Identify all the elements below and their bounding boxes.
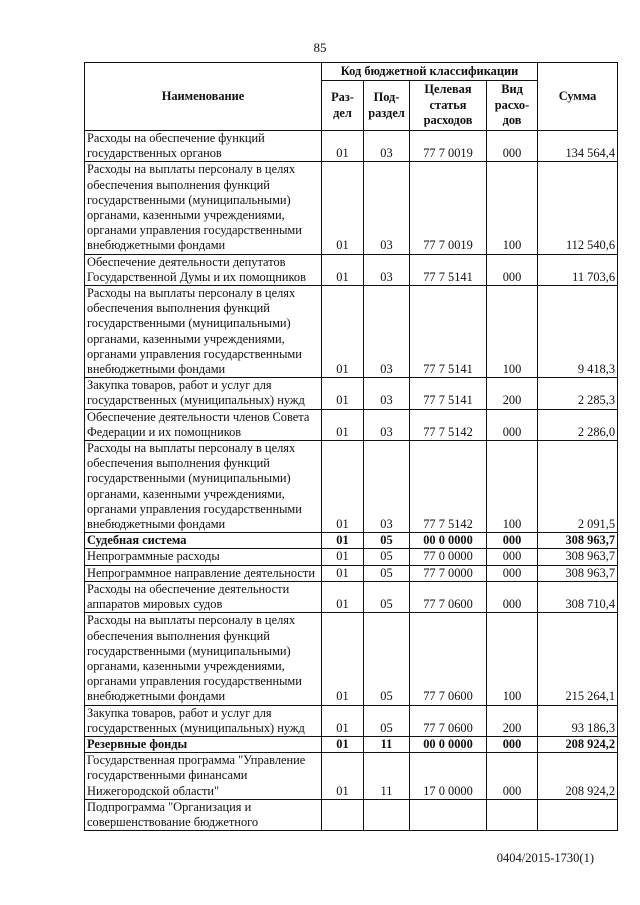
row-podrazdel: 03 [364, 409, 410, 440]
row-vid [487, 799, 538, 830]
row-razdel: 01 [322, 613, 364, 705]
header-vid: Вид расхо-дов [487, 81, 538, 131]
row-target: 77 7 5141 [410, 254, 487, 285]
row-sum: 2 286,0 [538, 409, 618, 440]
row-razdel: 01 [322, 705, 364, 736]
row-target: 77 7 5142 [410, 441, 487, 533]
row-sum: 112 540,6 [538, 162, 618, 254]
header-podrazdel: Под-раздел [364, 81, 410, 131]
row-name: Расходы на обеспечение функций государственных органов [85, 131, 322, 162]
table-row [85, 286, 618, 378]
row-sum: 208 924,2 [538, 753, 618, 800]
row-sum: 9 418,3 [538, 286, 618, 378]
row-name: Закупка товаров, работ и услуг для государственных (муниципальных) нужд [85, 378, 322, 409]
table-row [85, 581, 618, 612]
row-target: 17 0 0000 [410, 753, 487, 800]
row-target [410, 799, 487, 830]
row-razdel: 01 [322, 409, 364, 440]
row-name: Закупка товаров, работ и услуг для государственных (муниципальных) нужд [85, 705, 322, 736]
row-target: 00 0 0000 [410, 736, 487, 752]
row-name: Судебная система [85, 533, 322, 549]
row-vid: 000 [487, 565, 538, 581]
row-name: Расходы на выплаты персоналу в целях обеспечения выполнения функций государственными (муниципальными) органами, казенными учреждениями, органами управления государственными внебюджетными фондами [85, 286, 322, 378]
row-podrazdel: 03 [364, 131, 410, 162]
row-name: Обеспечение деятельности членов Совета Федерации и их помощников [85, 409, 322, 440]
row-vid: 000 [487, 409, 538, 440]
row-target: 00 0 0000 [410, 533, 487, 549]
table-row [85, 533, 618, 549]
row-vid: 000 [487, 736, 538, 752]
row-podrazdel: 05 [364, 581, 410, 612]
row-sum: 308 710,4 [538, 581, 618, 612]
row-razdel [322, 799, 364, 830]
row-razdel: 01 [322, 254, 364, 285]
row-name: Непрограммные расходы [85, 549, 322, 565]
budget-table [84, 62, 618, 831]
row-podrazdel: 11 [364, 753, 410, 800]
row-target: 77 7 0019 [410, 162, 487, 254]
row-vid: 000 [487, 753, 538, 800]
row-name: Расходы на выплаты персоналу в целях обеспечения выполнения функций государственными (муниципальными) органами, казенными учреждениями, органами управления государственными внебюджетными фондами [85, 441, 322, 533]
table-row [85, 409, 618, 440]
row-sum: 308 963,7 [538, 549, 618, 565]
row-name: Непрограммное направление деятельности [85, 565, 322, 581]
row-razdel: 01 [322, 753, 364, 800]
table-body [85, 131, 618, 831]
table-row [85, 549, 618, 565]
row-vid: 000 [487, 254, 538, 285]
row-razdel: 01 [322, 441, 364, 533]
header-target: Целевая статья расходов [410, 81, 487, 131]
row-name: Расходы на выплаты персоналу в целях обеспечения выполнения функций государственными (муниципальными) органами, казенными учреждениями, органами управления государственными внебюджетными фондами [85, 162, 322, 254]
header-razdel: Раз-дел [322, 81, 364, 131]
row-vid: 100 [487, 441, 538, 533]
row-sum: 11 703,6 [538, 254, 618, 285]
row-razdel: 01 [322, 581, 364, 612]
row-podrazdel: 05 [364, 549, 410, 565]
row-vid: 100 [487, 613, 538, 705]
row-vid: 000 [487, 533, 538, 549]
row-name: Государственная программа "Управление государственными финансами Нижегородской области" [85, 753, 322, 800]
table-row [85, 254, 618, 285]
row-sum: 134 564,4 [538, 131, 618, 162]
row-podrazdel: 11 [364, 736, 410, 752]
row-razdel: 01 [322, 378, 364, 409]
document-code: 0404/2015-1730(1) [496, 851, 594, 865]
row-name: Обеспечение деятельности депутатов Государственной Думы и их помощников [85, 254, 322, 285]
row-target: 77 7 0600 [410, 581, 487, 612]
row-name: Подпрограмма "Организация и совершенствование бюджетного [85, 799, 322, 830]
table-row [85, 565, 618, 581]
row-vid: 000 [487, 131, 538, 162]
row-razdel: 01 [322, 131, 364, 162]
row-podrazdel: 05 [364, 533, 410, 549]
table-row [85, 162, 618, 254]
row-target: 77 7 5141 [410, 378, 487, 409]
row-podrazdel: 03 [364, 162, 410, 254]
row-razdel: 01 [322, 736, 364, 752]
row-target: 77 7 0019 [410, 131, 487, 162]
header-sum: Сумма [538, 63, 618, 131]
row-sum: 208 924,2 [538, 736, 618, 752]
row-podrazdel [364, 799, 410, 830]
row-razdel: 01 [322, 533, 364, 549]
row-sum: 215 264,1 [538, 613, 618, 705]
row-sum: 93 186,3 [538, 705, 618, 736]
row-podrazdel: 05 [364, 613, 410, 705]
row-name: Расходы на обеспечение деятельности аппаратов мировых судов [85, 581, 322, 612]
table-row [85, 131, 618, 162]
row-podrazdel: 03 [364, 254, 410, 285]
row-podrazdel: 03 [364, 286, 410, 378]
row-vid: 000 [487, 549, 538, 565]
table-row [85, 736, 618, 752]
row-target: 77 0 0000 [410, 549, 487, 565]
table-row [85, 705, 618, 736]
row-target: 77 7 0600 [410, 613, 487, 705]
row-vid: 000 [487, 581, 538, 612]
table-row [85, 799, 618, 830]
row-sum [538, 799, 618, 830]
table-row [85, 753, 618, 800]
row-sum: 308 963,7 [538, 533, 618, 549]
row-target: 77 7 5142 [410, 409, 487, 440]
row-vid: 200 [487, 705, 538, 736]
row-target: 77 7 0000 [410, 565, 487, 581]
row-vid: 100 [487, 162, 538, 254]
row-vid: 200 [487, 378, 538, 409]
row-sum: 308 963,7 [538, 565, 618, 581]
header-name: Наименование [85, 63, 322, 131]
row-podrazdel: 05 [364, 705, 410, 736]
header-row-1 [85, 63, 618, 81]
row-vid: 100 [487, 286, 538, 378]
row-podrazdel: 03 [364, 441, 410, 533]
table-row [85, 613, 618, 705]
row-podrazdel: 05 [364, 565, 410, 581]
row-sum: 2 091,5 [538, 441, 618, 533]
row-razdel: 01 [322, 162, 364, 254]
row-name: Резервные фонды [85, 736, 322, 752]
page-number: 85 [313, 40, 327, 55]
header-code-group: Код бюджетной классификации [322, 63, 538, 81]
row-name: Расходы на выплаты персоналу в целях обеспечения выполнения функций государственными (муниципальными) органами, казенными учреждениями, органами управления государственными внебюджетными фондами [85, 613, 322, 705]
row-razdel: 01 [322, 286, 364, 378]
table-row [85, 441, 618, 533]
table-row [85, 378, 618, 409]
row-podrazdel: 03 [364, 378, 410, 409]
row-razdel: 01 [322, 565, 364, 581]
row-razdel: 01 [322, 549, 364, 565]
row-sum: 2 285,3 [538, 378, 618, 409]
row-target: 77 7 5141 [410, 286, 487, 378]
row-target: 77 7 0600 [410, 705, 487, 736]
